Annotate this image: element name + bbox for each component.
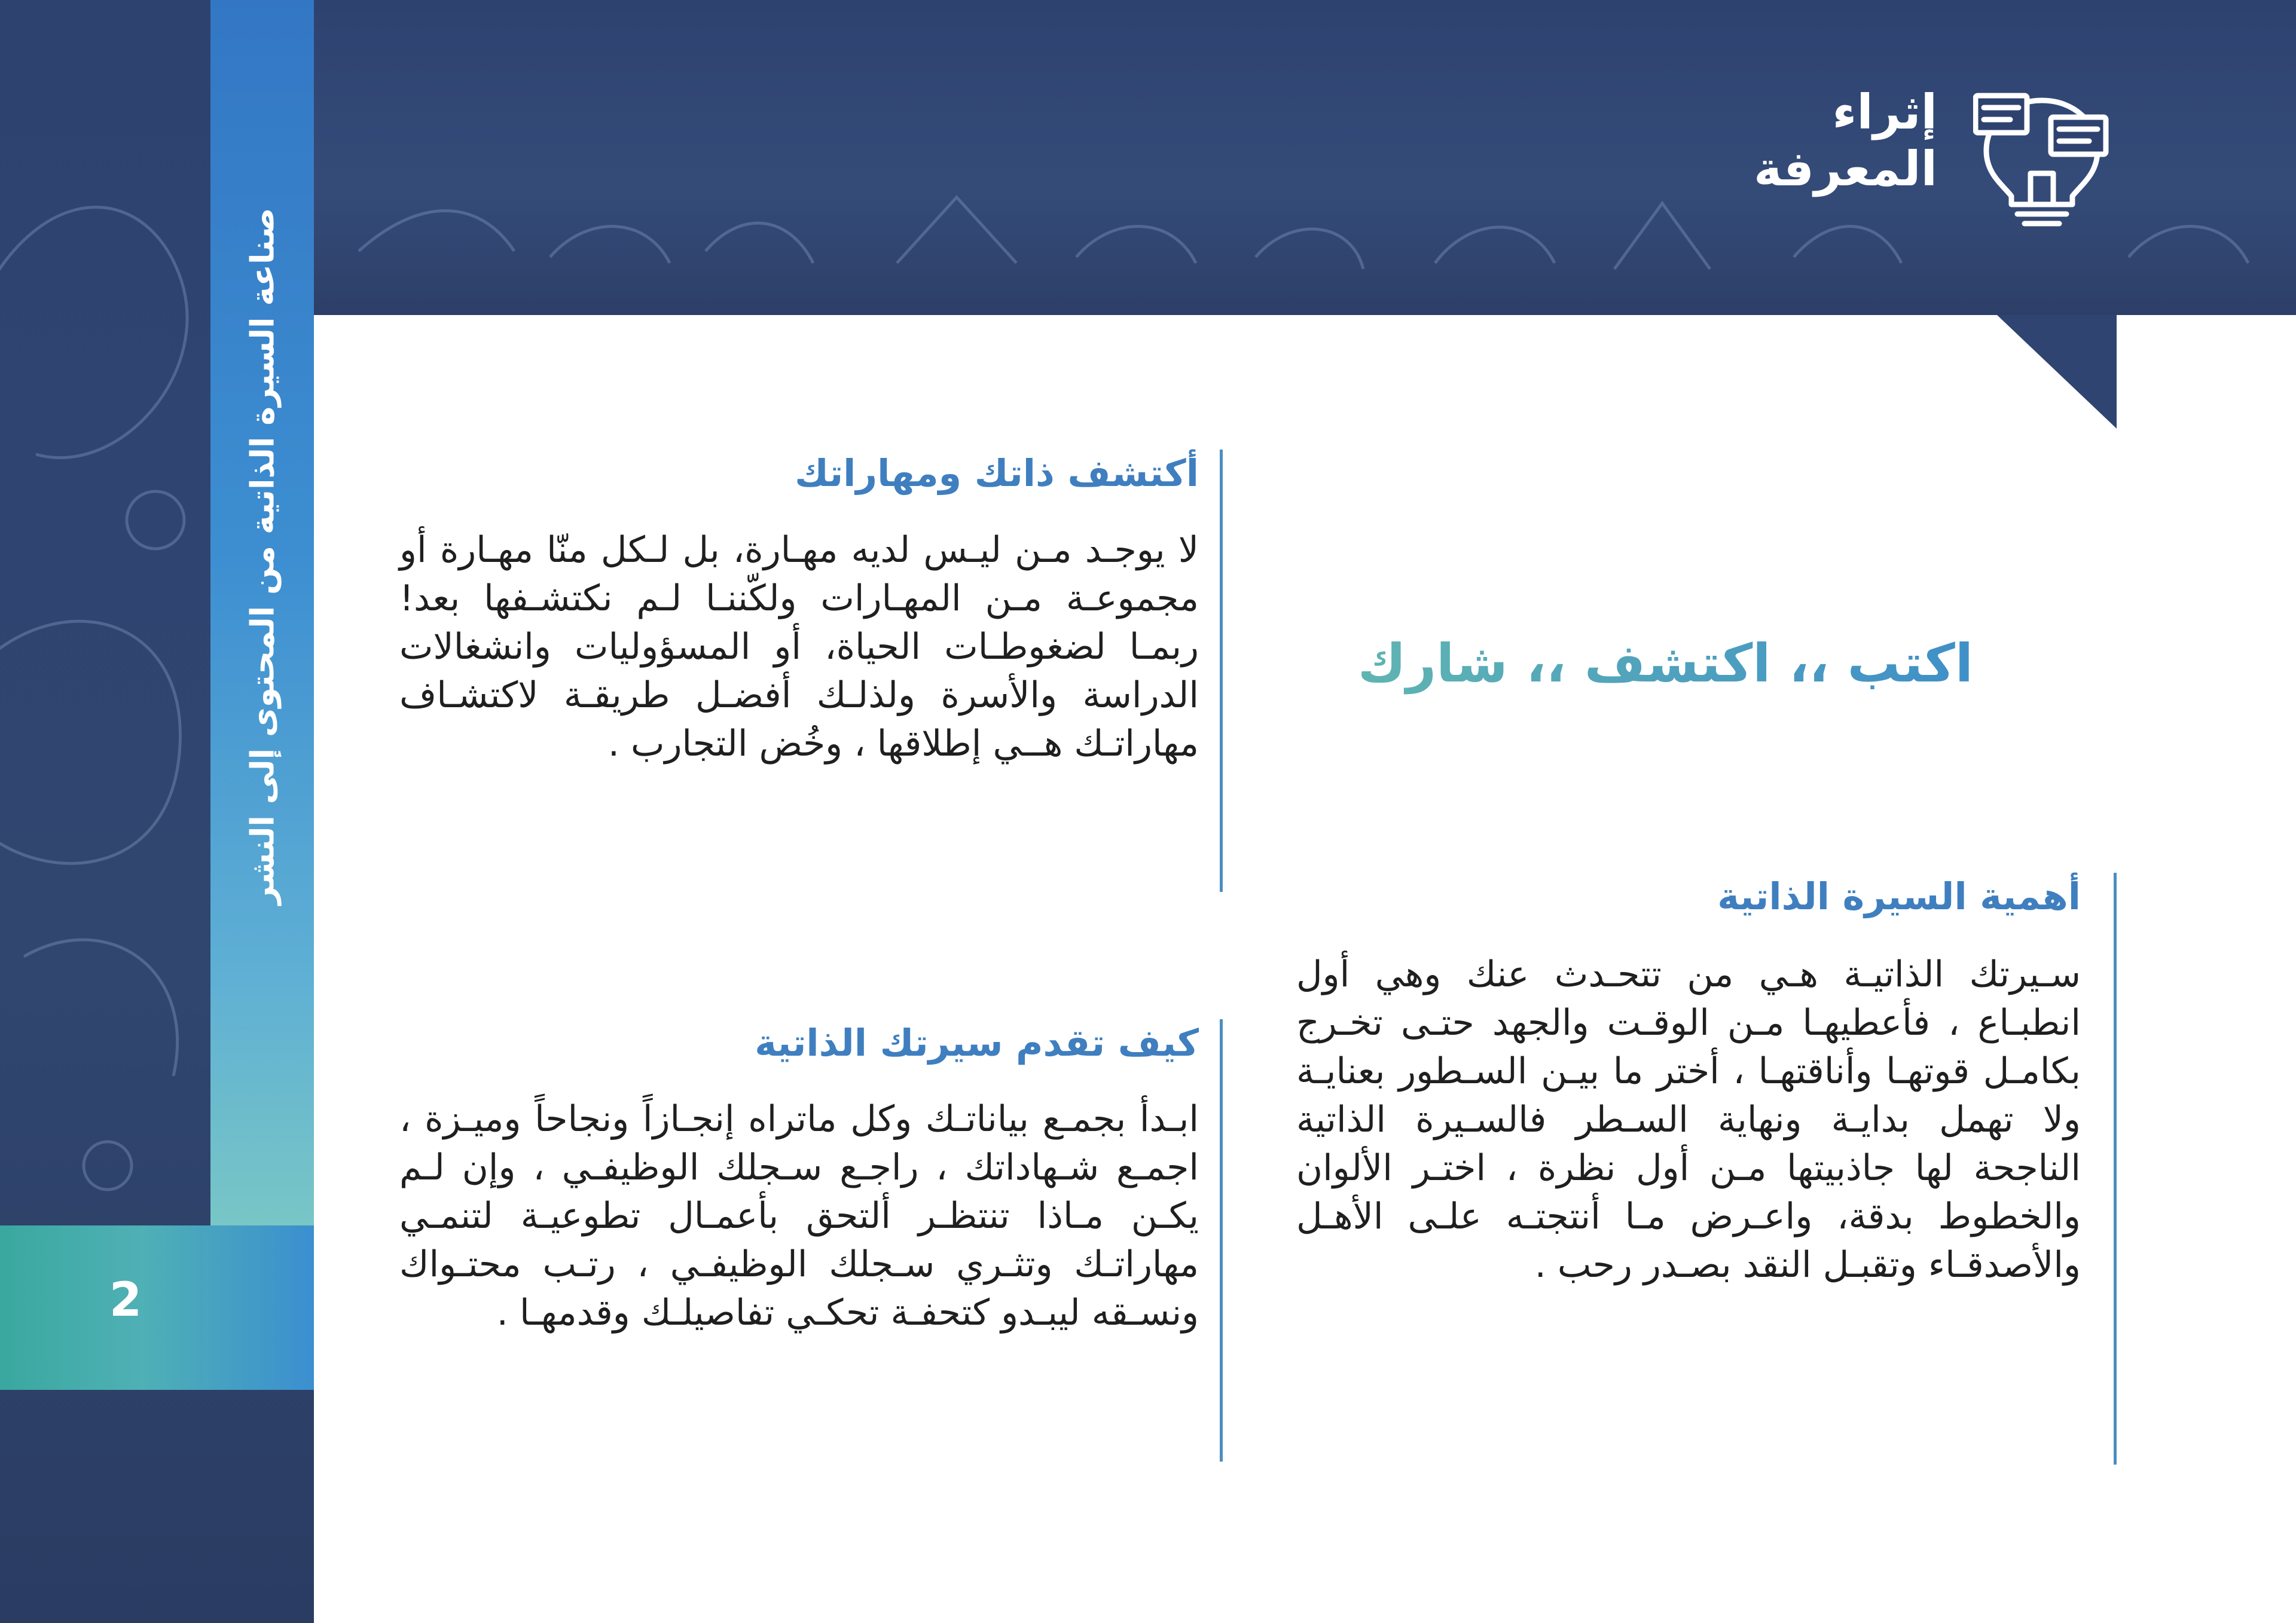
section-present-body: ابـدأ بجمـع بياناتـك وكل ماتراه إنجـازاً ونجاحاً وميـزة ، اجمـع شـهاداتك ، راجـع سـجلك الوظيفـي ، وإن لـم يكـن مـاذا تنتظـر ألتحق بأعمـال تطوعيـة لتنمـي مهاراتـك وتثـري سـجلك الوظيفـي ، رتـب محتـواك ونسـقه ليبـدو كتحفـة تحكـي تفاصيلـك وقدمهـا . — [399, 1098, 1199, 1334]
page-number-tab — [0, 1225, 314, 1390]
sidebar-title: صناعة السيرة الذاتية من المحتوى إلى النشر — [243, 207, 281, 904]
section-discover-body: لا يوجـد مـن ليـس لديه مهـارة، بل لـكل منّا مهـارة أو مجموعـة مـن المهـارات ولكّننـا لـم نكتشـفها بعد! ربمـا لضغوطـات الحياة، أو المسؤوليات وانشغالات الدراسة والأسرة ولذلـك أفضـل طريقـة لاكتشـاف مهاراتـك هــي إطلاقها ، وخُض التجارب . — [399, 529, 1199, 765]
section-discover-heading: أكتشف ذاتك ومهاراتك — [795, 451, 1199, 495]
header-background — [0, 0, 2296, 315]
corner-notch — [1997, 315, 2117, 429]
page-number: 2 — [109, 1273, 142, 1327]
sidebar-title-wrap — [210, 179, 314, 933]
logo-line-2: المعرفة — [1754, 141, 1937, 197]
lightbulb-speech-icon — [1973, 84, 2111, 227]
logo-line-1: إثراء — [1832, 84, 1937, 140]
section-present-heading: كيف تقدم سيرتك الذاتية — [755, 1021, 1199, 1065]
logo-text — [1710, 84, 1937, 197]
section-discover-rule — [1220, 450, 1223, 892]
section-importance-heading: أهمية السيرة الذاتية — [1717, 875, 2081, 918]
section-importance-rule — [2114, 873, 2117, 1465]
section-present-rule — [1220, 1019, 1223, 1462]
tagline: اكتب ،، اكتشف ،، شارك — [1315, 631, 1973, 696]
section-importance-body: سـيرتك الذاتيـة هـي من تتحـدث عنك وهي أول انطبـاع ، فأعطيهـا مـن الوقـت والجهد حتـى تخـرج بكامـل قوتهـا وأناقتهـا ، أختر ما بيـن السـطور بعنايـة ولا تهمل بدايـة ونهاية السـطر فالسـيرة الذاتية الناجحة لها جاذبيتها مـن أول نظرة ، اختـر الألوان والخطوط بدقة، واعـرض مـا أنتجتـه علـى الأهـل والأصدقـاء وتقبـل النقد بصـدر رحب . — [1296, 953, 2081, 1286]
